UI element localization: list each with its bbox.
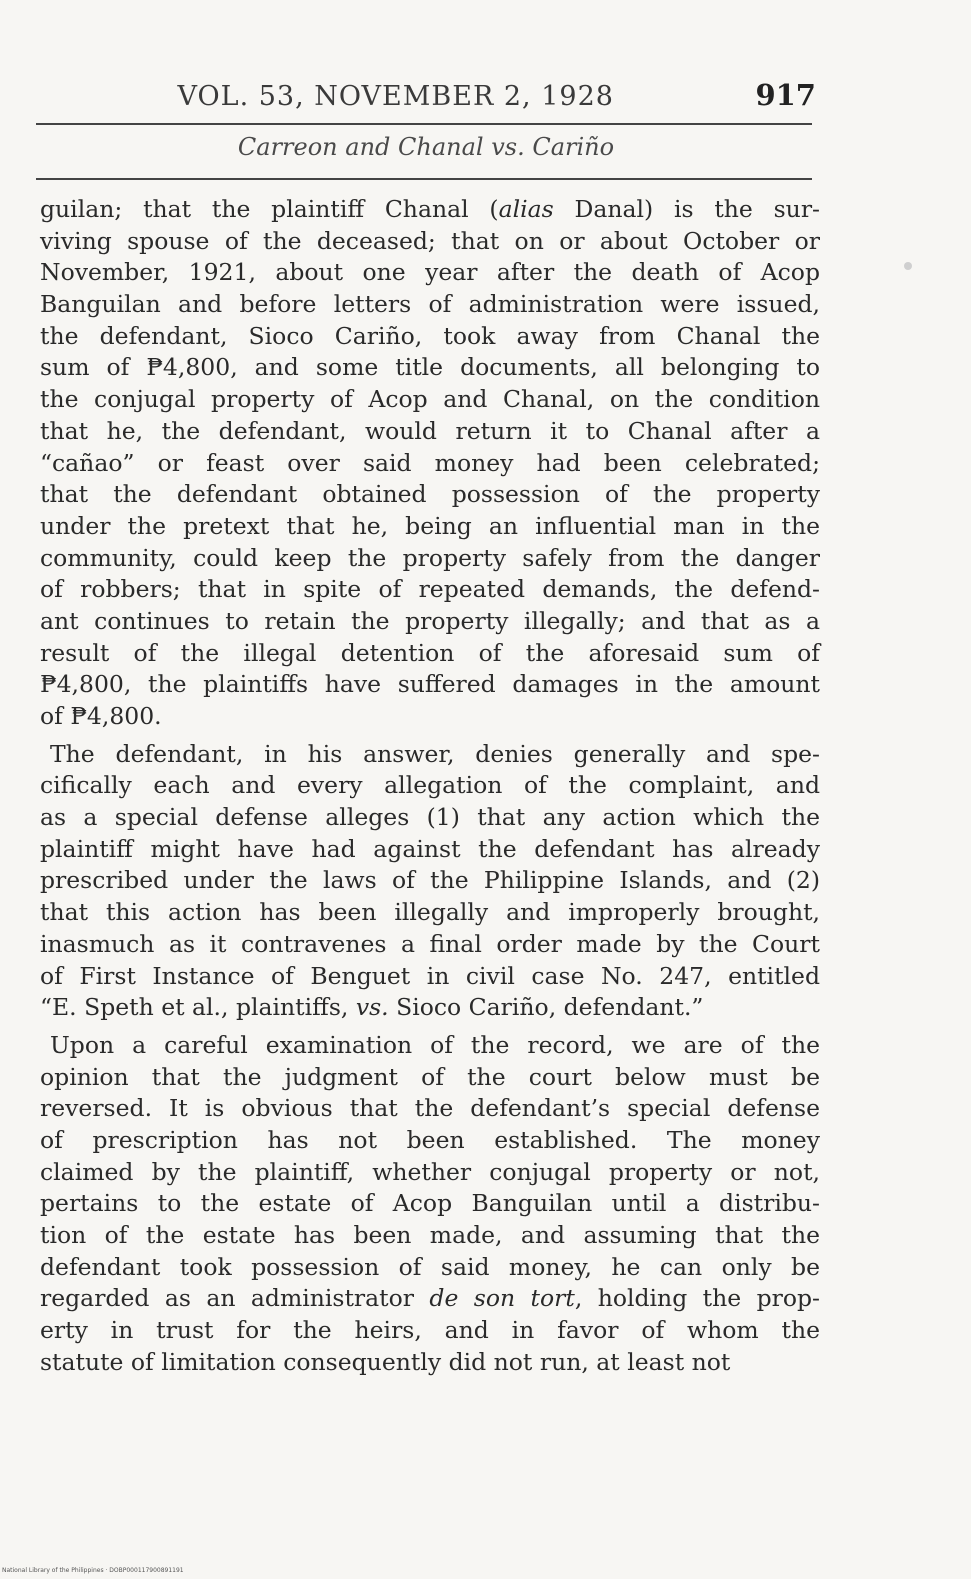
scan-smudge (904, 262, 912, 270)
text-line: that this action has been illegally and improperly brought, (40, 898, 820, 927)
text-line: pertains to the estate of Acop Banguilan until a distribu- (40, 1189, 820, 1218)
text-line: sum of ₱4,800, and some title documents, all belonging to (40, 353, 820, 382)
case-caption: Carreon and Chanal vs. Cariño (237, 133, 615, 161)
italic-term: alias (498, 195, 554, 223)
text-line: under the pretext that he, being an influential man in the (40, 511, 820, 540)
text-line: reversed. It is obvious that the defendant’s special defense (40, 1094, 820, 1123)
volume-line: VOL. 53, NOVEMBER 2, 1928 (177, 81, 614, 112)
text-line: cifically each and every allegation of the complaint, and (40, 771, 820, 800)
paragraph (40, 739, 820, 1024)
text-line: opinion that the judgment of the court below must be (40, 1062, 820, 1091)
text-line: regarded as an administrator de son tort, holding the prop- (40, 1284, 820, 1313)
text-line: prescribed under the laws of the Philippine Islands, and (2) (40, 866, 820, 895)
text-line: “E. Speth et al., plaintiffs, vs. Sioco Cariño, defendant.” (40, 993, 704, 1022)
text-line: as a special defense alleges (1) that any action which the (40, 803, 820, 832)
header-rule-bottom (36, 178, 812, 180)
body-text (40, 194, 820, 1378)
text-line: Banguilan and before letters of administration were issued, (40, 290, 820, 319)
text-line: plaintiff might have had against the defendant has already (40, 834, 820, 863)
text-line: ₱4,800, the plaintiffs have suffered damages in the amount (40, 670, 820, 699)
running-header (36, 78, 816, 112)
text-line: result of the illegal detention of the aforesaid sum of (40, 638, 820, 667)
text-line: tion of the estate has been made, and assuming that the (40, 1221, 820, 1249)
text-line: statute of limitation consequently did not run, at least not (40, 1347, 731, 1376)
text-line: erty in trust for the heirs, and in favor of whom the (40, 1316, 820, 1345)
text-line: viving spouse of the deceased; that on or about October or (40, 226, 820, 255)
text-line: guilan; that the plaintiff Chanal (alias Danal) is the sur- (40, 195, 820, 223)
text-line: “cañao” or feast over said money had been celebrated; (40, 448, 820, 477)
text-line: the defendant, Sioco Cariño, took away from Chanal the (40, 321, 820, 350)
header-rule-top (36, 123, 812, 125)
text-line: ant continues to retain the property illegally; and that as a (40, 606, 820, 635)
italic-term: vs. (355, 993, 389, 1022)
text-line: the conjugal property of Acop and Chanal, on the condition (40, 385, 820, 414)
paragraph (40, 194, 820, 733)
text-line: of First Instance of Benguet in civil case No. 247, entitled (40, 961, 820, 990)
text-line: Upon a careful examination of the record, we are of the (50, 1030, 820, 1059)
text-line: claimed by the plaintiff, whether conjugal property or not, (40, 1157, 820, 1186)
text-line: that he, the defendant, would return it to Chanal after a (40, 416, 820, 445)
text-line: of ₱4,800. (40, 702, 162, 730)
text-line: November, 1921, about one year after the death of Acop (40, 258, 820, 287)
scan-source-note: National Library of the Philippines · DOBP000117900891191 (2, 1567, 184, 1574)
paragraph (40, 1030, 820, 1379)
text-line: The defendant, in his answer, denies generally and spe- (50, 739, 820, 768)
text-line: that the defendant obtained possession of the property (40, 480, 820, 509)
text-line: of prescription has not been established. The money (40, 1125, 820, 1154)
text-line: defendant took possession of said money, he can only be (40, 1252, 820, 1281)
text-line: community, could keep the property safely from the danger (40, 543, 820, 572)
page-number: 917 (755, 78, 816, 112)
italic-term: de son tort (429, 1284, 575, 1313)
text-line: inasmuch as it contravenes a final order made by the Court (40, 929, 820, 958)
text-line: of robbers; that in spite of repeated demands, the defend- (40, 575, 820, 604)
